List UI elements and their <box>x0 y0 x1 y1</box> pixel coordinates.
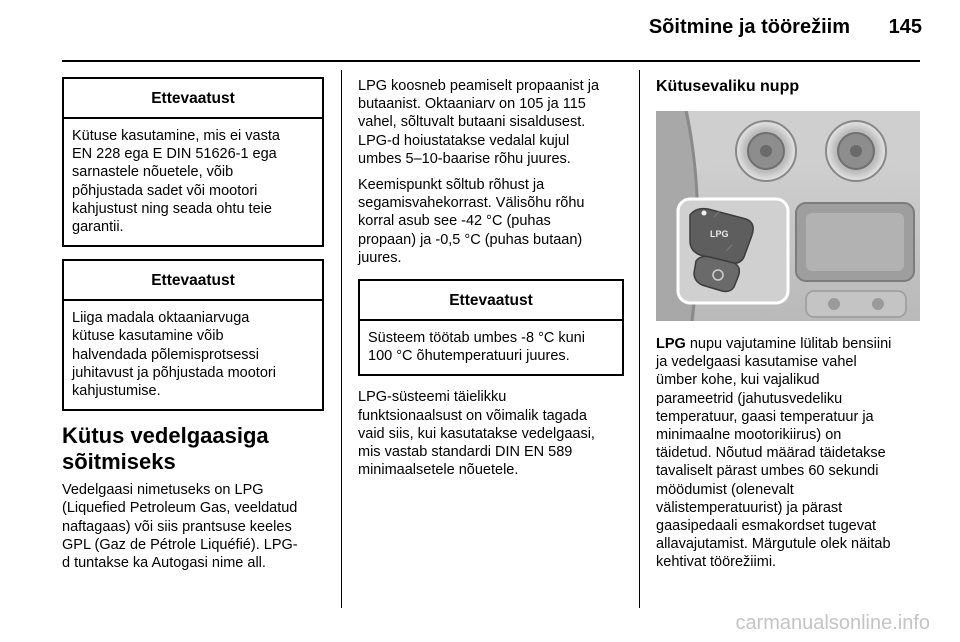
text-line: mis vastab standardi DIN EN 589 <box>358 444 573 461</box>
header-title: Sõitmine ja töörežiim <box>648 16 850 38</box>
warning-line: EN 228 ega E DIN 51626-1 ega <box>72 146 277 163</box>
section-heading <box>62 423 324 475</box>
text-line: välistemperatuurist) ja pärast <box>656 499 843 516</box>
warning-body <box>64 119 322 245</box>
warning-line: 100 °C õhutemperatuuri juures. <box>368 348 570 365</box>
warning-box-temperature <box>358 279 624 376</box>
subsection-heading: Kütusevaliku nupp <box>656 78 800 95</box>
lpg-term: LPG <box>656 336 686 352</box>
text-line: umbes 5–10-baarise rõhu juures. <box>358 150 571 167</box>
warning-line: kahjustust ning seada ohtu teie <box>72 200 272 217</box>
section-heading-line: sõitmiseks <box>62 449 176 475</box>
text-line: GPL (Gaz de Pétrole Liquéfié). LPG- <box>62 536 298 553</box>
warning-line: kütuse kasutamine võib <box>72 328 224 345</box>
page-number: 145 <box>888 16 922 38</box>
section-heading-line: Kütus vedelgaasiga <box>62 423 269 449</box>
paragraph-boiling-point <box>358 176 624 267</box>
text-line: Vedelgaasi nimetuseks on LPG <box>62 482 264 499</box>
paragraph-lpg-button <box>656 335 922 572</box>
column-divider-1 <box>341 70 342 608</box>
text-line: segamisvahekorrast. Välisõhu rõhu <box>358 195 585 212</box>
text-span: nupu vajutamine lülitab bensiini <box>685 336 892 352</box>
text-line: minimaalsetele nõuetele. <box>358 462 519 479</box>
text-line: naftagaas) või siis prantsuse keeles <box>62 518 292 535</box>
warning-line: Süsteem töötab umbes -8 °C kuni <box>368 330 585 347</box>
text-line: parameetrid (jahutusvedeliku <box>656 390 843 407</box>
warning-line: Kütuse kasutamine, mis ei vasta <box>72 128 280 144</box>
warning-line: sarnastele nõuetele, võib <box>72 164 234 181</box>
paragraph-lpg-composition <box>358 77 624 168</box>
text-line: LPG-d hoiustatakse vedalal kujul <box>358 132 570 149</box>
watermark: carmanualsonline.info <box>735 612 930 634</box>
text-line: LPG koosneb peamiselt propaanist ja <box>358 78 600 94</box>
warning-line: halvendada põlemisprotsessi <box>72 346 259 363</box>
text-line: gaasipedaali esmakordset tugevat <box>656 518 877 535</box>
warning-line: kahjustumise. <box>72 383 161 400</box>
text-line: (Liquefied Petroleum Gas, veeldatud <box>62 500 298 517</box>
text-line: allavajutamist. Märgutule olek näitab <box>656 536 891 553</box>
text-line: temperatuur, gaasi temperatuur ja <box>656 408 874 425</box>
text-line: vahel, sõltuvalt butaani sisaldusest. <box>358 114 586 131</box>
text-line: Keemispunkt sõltub rõhust ja <box>358 177 545 194</box>
text-line: ümber kohe, kui vajalikud <box>656 372 820 389</box>
warning-line: põhjustada sadet või mootori <box>72 182 258 199</box>
warning-box-fuel-standard <box>62 77 324 247</box>
warning-title: Ettevaatust <box>64 79 322 119</box>
warning-line: juhitavust ja põhjustada mootori <box>72 364 276 381</box>
text-line: korral asub see -42 °C (puhas <box>358 213 551 230</box>
text-line: vaid siis, kui kasutatakse vedelgaasi, <box>358 425 595 442</box>
text-line: funktsionaalsust on võimalik tagada <box>358 407 587 424</box>
warning-title: Ettevaatust <box>64 261 322 301</box>
text-line: kehtivat töörežiimi. <box>656 554 777 571</box>
text-line: möödumist (olenevalt <box>656 481 794 498</box>
lpg-button-label: LPG <box>710 229 729 239</box>
column-1 <box>62 77 324 572</box>
text-line: tavaliselt pärast umbes 60 sekundi <box>656 463 879 480</box>
text-line: propaan) ja -0,5 °C (puhas butaan) <box>358 231 583 248</box>
warning-body <box>360 321 622 374</box>
column-divider-2 <box>639 70 640 608</box>
warning-line: garantii. <box>72 219 124 236</box>
text-line: ja vedelgaasi kasutamise vahel <box>656 354 857 371</box>
warning-body <box>64 301 322 409</box>
text-line: täidetud. Nõutud määrad täidetakse <box>656 445 886 462</box>
warning-line: Liiga madala oktaaniarvuga <box>72 310 250 327</box>
warning-box-octane <box>62 259 324 411</box>
column-3 <box>656 77 922 572</box>
text-line: LPG-süsteemi täielikku <box>358 389 507 406</box>
text-line: minimaalne mootorikiirus) on <box>656 427 842 444</box>
text-line: butaanist. Oktaaniarv on 105 ja 115 <box>358 96 586 113</box>
text-line <box>656 335 922 353</box>
text-line: juures. <box>358 249 402 266</box>
paragraph-lpg-system <box>358 388 624 479</box>
dashboard-photo <box>656 111 920 321</box>
column-2 <box>358 77 624 479</box>
header-rule <box>62 60 920 62</box>
warning-title: Ettevaatust <box>360 281 622 321</box>
paragraph-lpg-definition <box>62 481 324 572</box>
text-line: d tuntakse ka Autogasi nime all. <box>62 555 266 572</box>
